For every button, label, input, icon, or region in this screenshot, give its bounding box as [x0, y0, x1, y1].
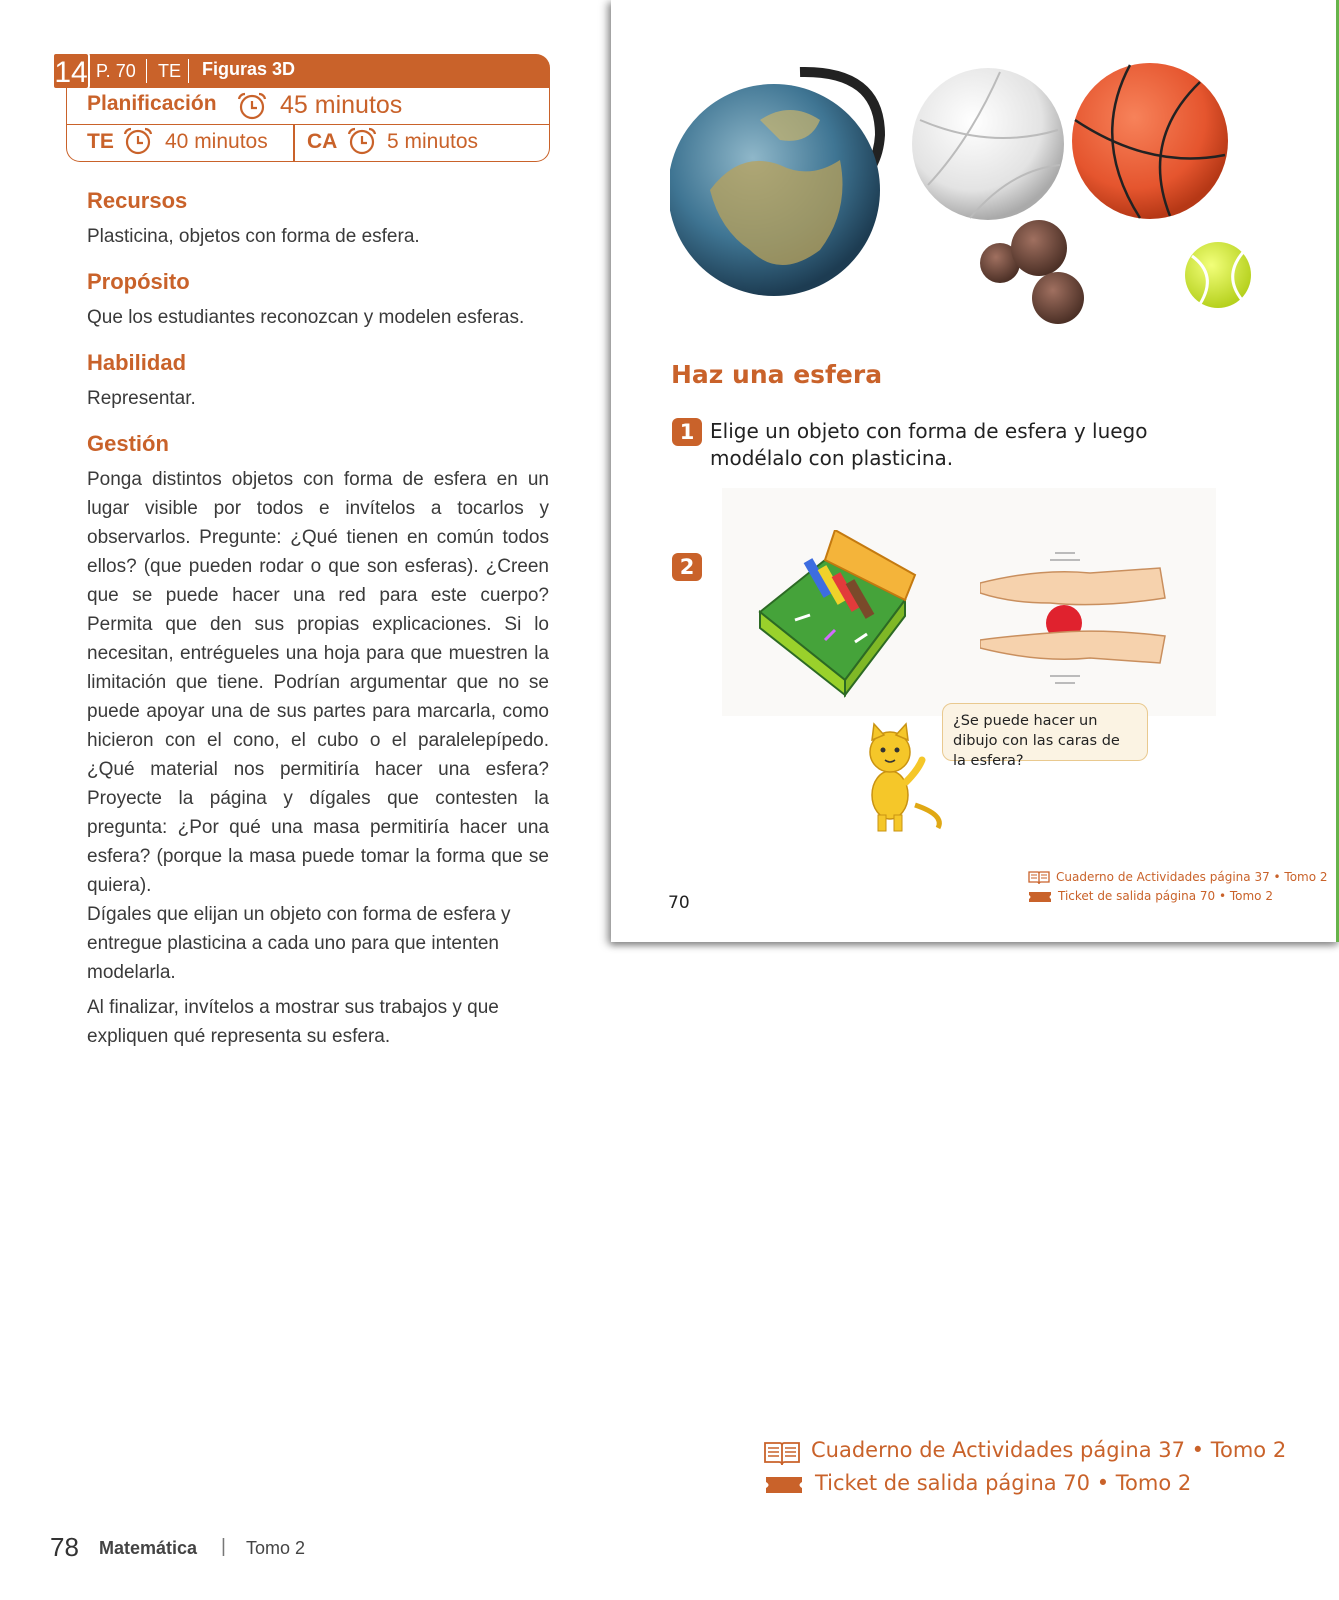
gestion-paragraph-3: Al finalizar, invítelos a mostrar sus trabajos y que expliquen qué representa su esfera. — [87, 997, 499, 1047]
lesson-te: TE — [158, 61, 182, 81]
sphere-objects-image — [670, 60, 1260, 330]
lesson-topic: Figuras 3D — [202, 59, 296, 79]
ticket-icon — [766, 1476, 802, 1494]
ref-cuaderno: Cuaderno de Actividades página 37 • Tomo 2 — [811, 1438, 1287, 1462]
footer-separator: | — [221, 1536, 226, 1557]
divider — [188, 59, 189, 83]
proposito-text: Que los estudiantes reconozcan y modelen esferas. — [87, 307, 525, 328]
planning-row — [67, 88, 549, 125]
lesson-page: P. 70 — [96, 61, 136, 81]
ca-time: 5 minutos — [387, 130, 479, 153]
plasticine-box-illustration — [755, 530, 925, 700]
recursos-text: Plasticina, objetos con forma de esfera. — [87, 226, 420, 247]
student-ref-ticket: Ticket de salida página 70 • Tomo 2 — [1058, 889, 1273, 903]
item-1-badge: 1 — [672, 418, 702, 446]
gestion-paragraph-2: Dígales que elijan un objeto con forma de esfera y entregue plasticina a cada uno para que intenten modelarla. — [87, 904, 511, 983]
footer-tomo: Tomo 2 — [246, 1538, 306, 1558]
item-2-badge: 2 — [672, 553, 702, 581]
section-title-recursos: Recursos — [87, 188, 188, 213]
activity-title: Haz una esfera — [671, 360, 883, 389]
ref-ticket: Ticket de salida página 70 • Tomo 2 — [815, 1471, 1192, 1495]
page-number: 78 — [50, 1532, 79, 1562]
student-page-number: 70 — [668, 893, 690, 913]
section-title-habilidad: Habilidad — [87, 350, 187, 375]
hands-rolling-ball-illustration — [980, 548, 1180, 688]
planning-time: 45 minutos — [280, 91, 403, 119]
cat-character-illustration — [860, 720, 945, 835]
item-1-instruction: Elige un objeto con forma de esfera y luego modélalo con plasticina. — [710, 419, 1148, 470]
alarm-clock-icon — [345, 126, 379, 156]
lesson-title-bar — [66, 54, 550, 88]
gestion-paragraph-1: Ponga distintos objetos con forma de esfera en un lugar visible por todos e invítelos a tocarlos y observarlos. Pregunte: ¿Qué tienen en común todos ellos? (que pueden rodar o que son esferas). ¿Creen que se puede hacer una red para este cuerpo? Permita que den sus propias explicaciones. Si lo necesitan, entrégueles una hoja para que muestren la limitación que tiene. Podrían argumentar que no se puede apoyar una de sus partes para marcarla, como hicieron con el cono, el cubo o el paralelepípedo. ¿Qué material nos permitiría hacer una esfera? Proyecte la página y dígales que contesten la pregunta: ¿Por qué una masa permitiría hacer una esfera? (porque la masa puede tomar la forma que se quiera). — [87, 469, 549, 896]
book-icon — [764, 1440, 800, 1466]
habilidad-text: Representar. — [87, 388, 196, 409]
section-title-gestion: Gestión — [87, 431, 169, 456]
te-label: TE — [87, 130, 114, 153]
lesson-header — [54, 54, 550, 162]
lesson-planning — [66, 88, 550, 162]
section-title-proposito: Propósito — [87, 269, 190, 294]
divider — [293, 124, 295, 161]
footer-subject: Matemática — [99, 1538, 198, 1558]
ticket-icon — [1029, 891, 1051, 903]
lesson-number: 14 — [52, 52, 90, 90]
ca-label: CA — [307, 130, 338, 153]
te-time: 40 minutos — [165, 130, 268, 153]
book-icon — [1028, 870, 1050, 885]
speech-bubble: ¿Se puede hacer un dibujo con las caras de la esfera? — [942, 703, 1148, 761]
planning-label: Planificación — [87, 92, 217, 115]
alarm-clock-icon — [121, 126, 155, 156]
student-ref-cuaderno: Cuaderno de Actividades página 37 • Tomo 2 — [1056, 870, 1328, 884]
divider — [146, 59, 147, 83]
alarm-clock-icon — [235, 91, 269, 121]
